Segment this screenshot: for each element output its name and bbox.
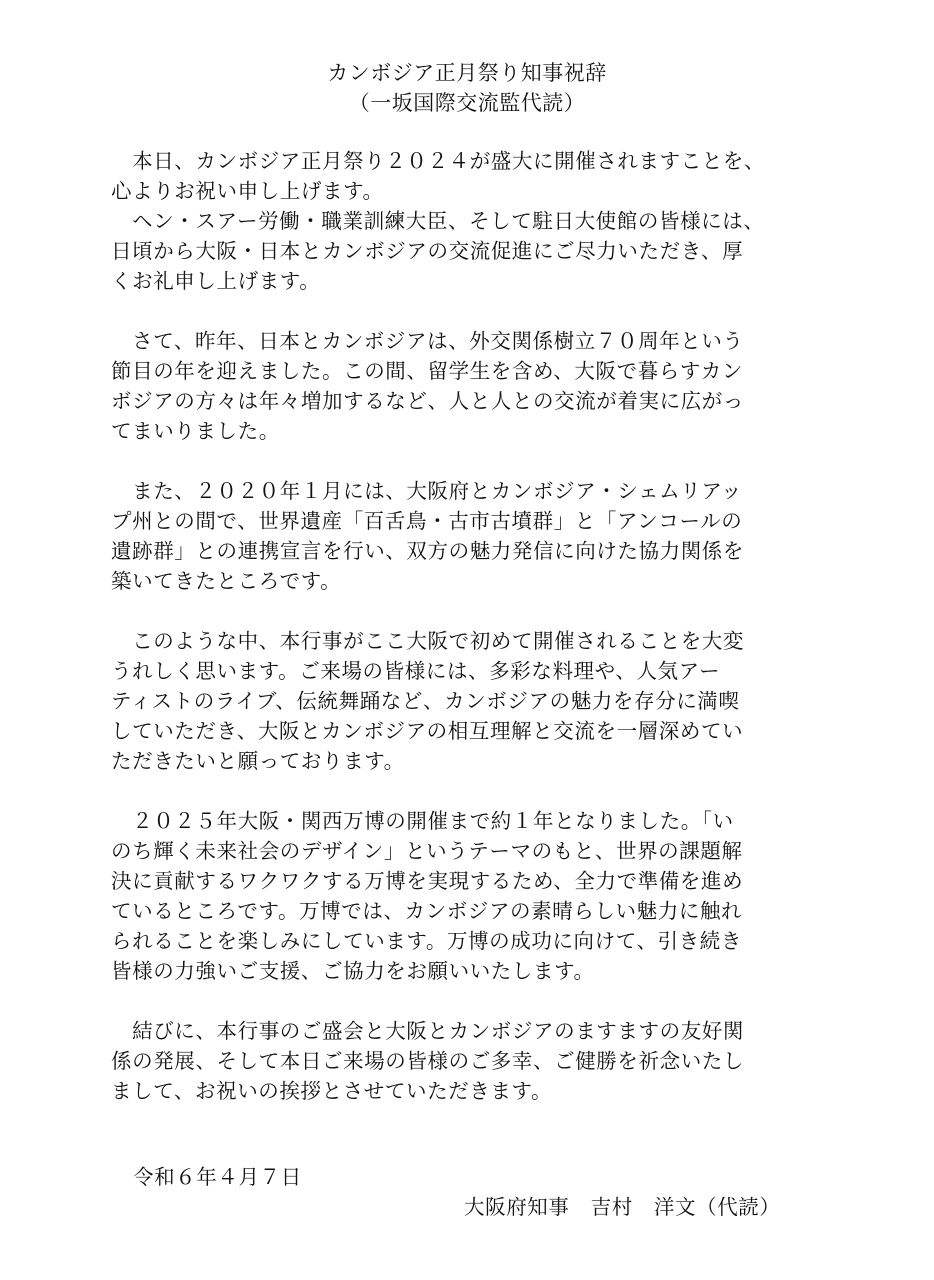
paragraph-event	[111, 626, 841, 776]
paragraph-line: 皆様の力強いご支援、ご協力をお願いいたします。	[111, 959, 595, 983]
paragraph-line: さて、昨年、日本とカンボジアは、外交関係樹立７０周年という	[111, 329, 744, 353]
paragraph-line: ２０２５年大阪・関西万博の開催まで約１年となりました。「い	[111, 809, 734, 833]
paragraph-line: ているところです。万博では、カンボジアの素晴らしい魅力に触れ	[111, 899, 743, 923]
paragraph-line: ヘン・スアー労働・職業訓練大臣、そして駐日大使館の皆様には、	[111, 209, 765, 233]
paragraph-line: 遺跡群」との連携宣言を行い、双方の魅力発信に向けた協力関係を	[111, 539, 744, 563]
paragraph-line: まして、お祝いの挨拶とさせていただきます。	[111, 1079, 553, 1103]
document-signature: 大阪府知事 吉村 洋文（代読）	[464, 1195, 781, 1219]
paragraph-line: 築いてきたところです。	[111, 569, 342, 593]
paragraph-line: 本日、カンボジア正月祭り２０２４が盛大に開催されますことを、	[111, 149, 766, 173]
paragraph-line: くお礼申し上げます。	[111, 269, 321, 293]
paragraph-closing	[111, 1016, 841, 1106]
paragraph-line: このような中、本行事がここ大阪で初めて開催されることを大変	[111, 629, 744, 653]
paragraph-line: プ州との間で、世界遺産「百舌鳥・古市古墳群」と「アンコールの	[111, 509, 743, 533]
document-subtitle: （一坂国際交流監代読）	[348, 91, 586, 115]
paragraph-anniversary	[111, 326, 841, 446]
title-block	[0, 58, 934, 118]
paragraph-greeting	[111, 146, 841, 296]
paragraph-expo	[111, 806, 841, 986]
paragraph-line: 決に貢献するワクワクする万博を実現するため、全力で準備を進め	[111, 869, 744, 893]
document-date: 令和６年４月７日	[133, 1165, 302, 1189]
paragraph-line: ボジアの方々は年々増加するなど、人と人との交流が着実に広がっ	[111, 389, 744, 413]
paragraph-line: うれしく思います。ご来場の皆様には、多彩な料理や、人気アー	[111, 659, 721, 683]
paragraph-line: られることを楽しみにしています。万博の成功に向けて、引き続き	[111, 929, 742, 953]
speech-body	[111, 146, 841, 1136]
paragraph-line: ただきたいと願っております。	[111, 749, 405, 773]
paragraph-line: のち輝く未来社会のデザイン」というテーマのもと、世界の課題解	[111, 839, 743, 863]
paragraph-line: 節目の年を迎えました。この間、留学生を含め、大阪で暮らすカン	[111, 359, 743, 383]
paragraph-line: 心よりお祝い申し上げます。	[111, 179, 384, 203]
paragraph-line: 係の発展、そして本日ご来場の皆様のご多幸、ご健勝を祈念いたし	[111, 1049, 744, 1073]
paragraph-line: てまいりました。	[111, 419, 280, 443]
document-title: カンボジア正月祭り知事祝辞	[327, 61, 607, 85]
paragraph-line: ティストのライブ、伝統舞踊など、カンボジアの魅力を存分に満喫	[111, 689, 740, 713]
paragraph-line: また、２０２０年１月には、大阪府とカンボジア・シェムリアッ	[111, 479, 743, 503]
paragraph-line: 日頃から大阪・日本とカンボジアの交流促進にご尽力いただき、厚	[111, 239, 744, 263]
paragraph-line: 結びに、本行事のご盛会と大阪とカンボジアのますますの友好関	[111, 1019, 744, 1043]
paragraph-line: していただき、大阪とカンボジアの相互理解と交流を一層深めてい	[111, 719, 744, 743]
paragraph-heritage	[111, 476, 841, 596]
